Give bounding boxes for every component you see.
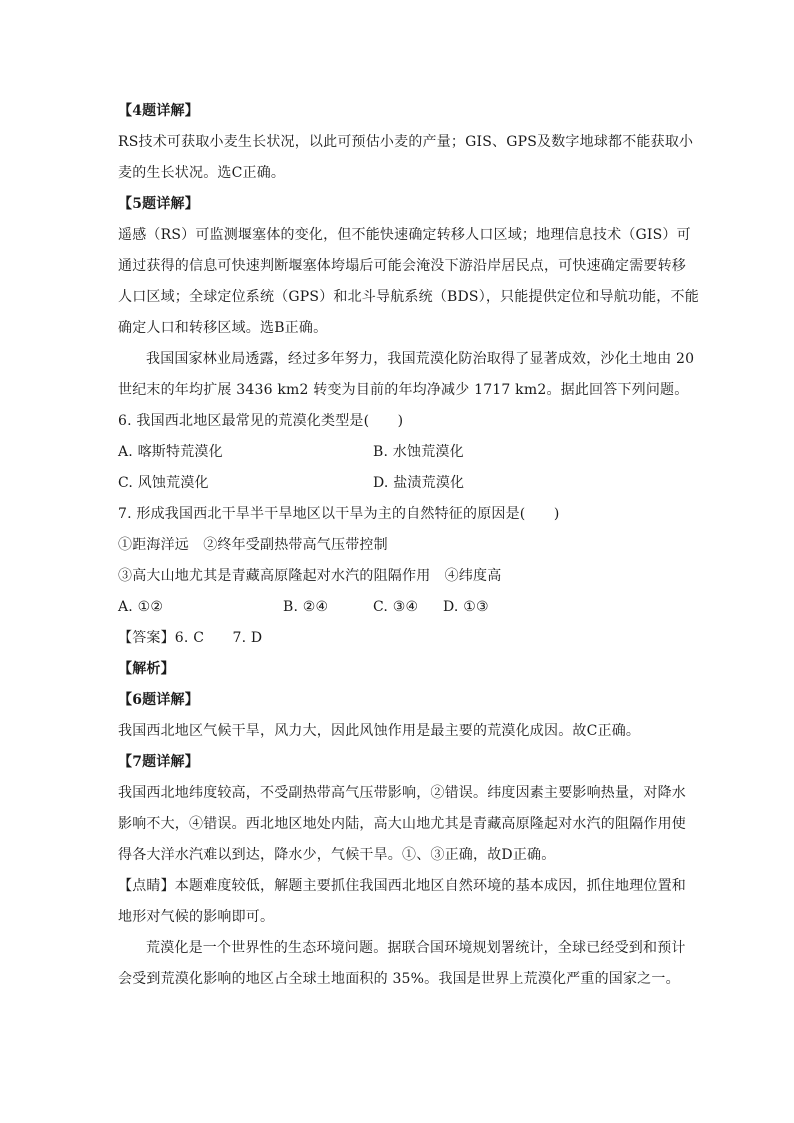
explanation-q7-line1: 我国西北地纬度较高，不受副热带高气压带影响，②错误。纬度因素主要影响热量，对降水	[118, 785, 686, 801]
explanation-q5-line1: 遥感（RS）可监测堰塞体的变化，但不能快速确定转移人口区域；地理信息技术（GIS）可	[118, 227, 691, 243]
explanation-q7-line3: 得各大洋水汽难以到达，降水少，气候干旱。①、③正确，故D正确。	[118, 847, 556, 863]
question-6-options-row2	[118, 468, 678, 499]
explanation-q5-line4: 确定人口和转移区域。选B正确。	[118, 320, 328, 336]
q7-option-a: A. ①②	[118, 599, 164, 615]
q7-option-c: C. ③④	[373, 599, 419, 615]
question-7-choices-row1: ①距海洋远 ②终年受副热带高气压带控制	[118, 537, 388, 553]
document-page	[118, 96, 699, 995]
comment-line2: 地形对气候的影响即可。	[118, 909, 275, 925]
question-7-options	[118, 592, 678, 623]
explanation-q5-line2: 通过获得的信息可快速判断堰塞体垮塌后可能会淹没下游沿岸居民点，可快速确定需要转移	[118, 258, 686, 274]
q7-option-b: B. ②④	[283, 599, 329, 615]
q6-option-a: A. 喀斯特荒漠化	[118, 444, 223, 460]
analysis-heading: 【解析】	[118, 661, 175, 677]
q6-option-b: B. 水蚀荒漠化	[373, 444, 464, 460]
passage-desertification-line2: 世纪末的年均扩展 3436 km2 转变为目前的年均净减少 1717 km2。据此回答下列问题。	[118, 382, 689, 398]
q7-option-d: D. ①③	[443, 599, 489, 615]
passage-desertification-line1: 我国国家林业局透露，经过多年努力，我国荒漠化防治取得了显著成效，沙化土地由 20	[146, 351, 695, 367]
question-7-stem: 7. 形成我国西北干旱半干旱地区以干旱为主的自然特征的原因是( )	[118, 506, 560, 522]
question-7-choices-row2: ③高大山地尤其是青藏高原隆起对水汽的阻隔作用 ④纬度高	[118, 568, 502, 584]
explanation-q4-line2: 麦的生长状况。选C正确。	[118, 165, 286, 181]
q6-option-d: D. 盐渍荒漠化	[373, 475, 465, 491]
explanation-q4-line1: RS技术可获取小麦生长状况，以此可预估小麦的产量；GIS、GPS及数字地球都不能获取小	[118, 134, 694, 150]
question-6-stem: 6. 我国西北地区最常见的荒漠化类型是( )	[118, 413, 404, 429]
section-heading-q5: 【5题详解】	[118, 196, 199, 212]
explanation-q6-line1: 我国西北地区气候干旱，风力大，因此风蚀作用是最主要的荒漠化成因。故C正确。	[118, 723, 641, 739]
answer-line: 【答案】6. C 7. D	[118, 630, 263, 646]
passage-global-desertification-line1: 荒漠化是一个世界性的生态环境问题。据联合国环境规划署统计，全球已经受到和预计	[146, 940, 686, 956]
explanation-q7-line2: 影响不大，④错误。西北地区地处内陆，高大山地尤其是青藏高原隆起对水汽的阻隔作用使	[118, 816, 686, 832]
section-heading-q4: 【4题详解】	[118, 103, 199, 119]
q6-option-c: C. 风蚀荒漠化	[118, 475, 209, 491]
passage-global-desertification-line2: 会受到荒漠化影响的地区占全球土地面积的 35%。我国是世界上荒漠化严重的国家之一。	[118, 971, 680, 987]
section-heading-q7: 【7题详解】	[118, 754, 199, 770]
explanation-q5-line3: 人口区域；全球定位系统（GPS）和北斗导航系统（BDS），只能提供定位和导航功能，不能	[118, 289, 699, 305]
question-6-options-row1	[118, 437, 678, 468]
comment-line1: 【点睛】本题难度较低，解题主要抓住我国西北地区自然环境的基本成因，抓住地理位置和	[118, 878, 686, 894]
section-heading-q6: 【6题详解】	[118, 692, 199, 708]
